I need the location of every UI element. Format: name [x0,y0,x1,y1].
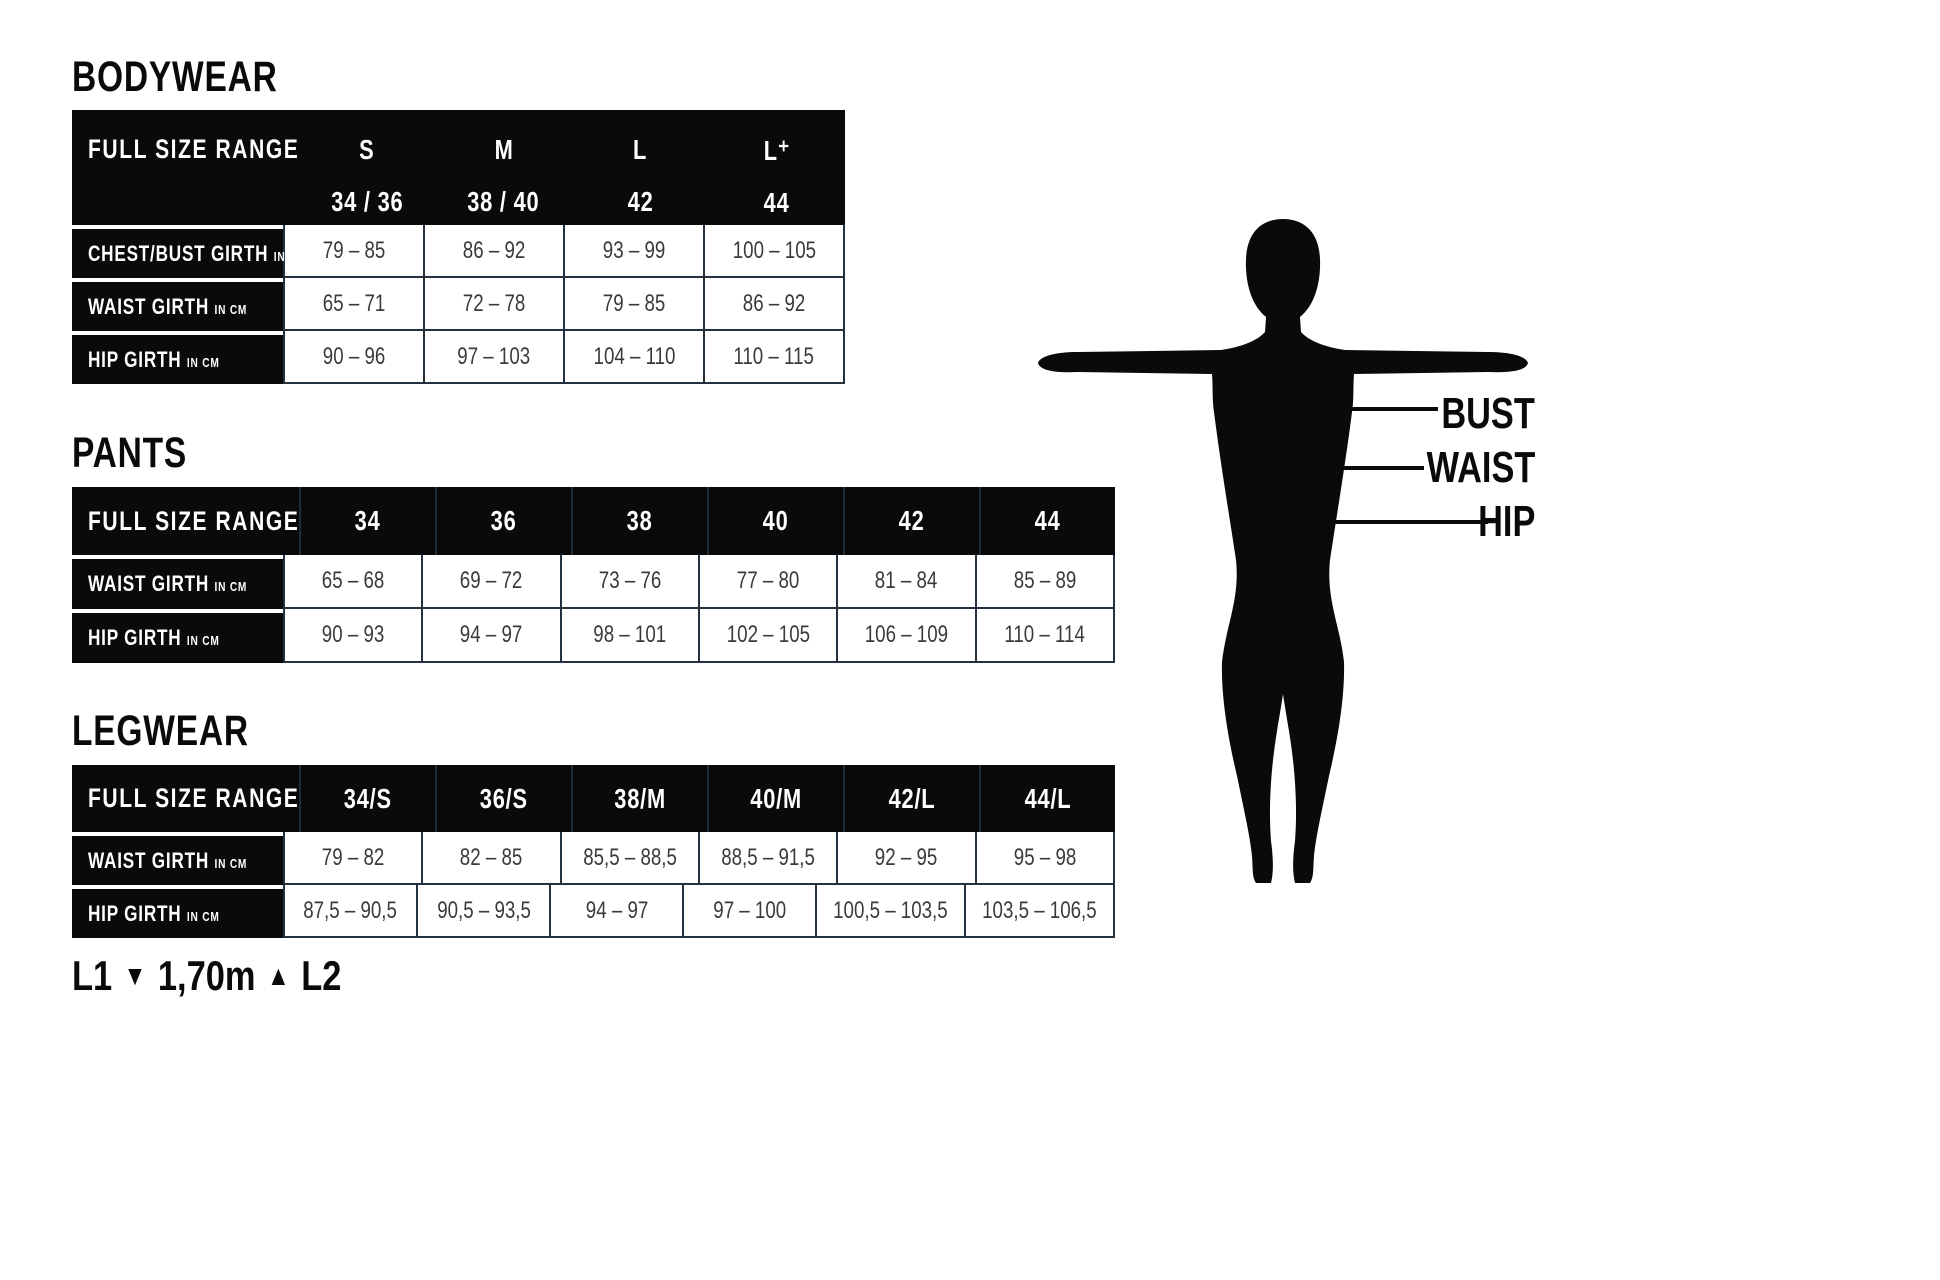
value-cell: 85 – 89 [975,555,1115,609]
legwear-title-text: LEGWEAR [72,707,249,755]
pants-title [72,429,220,477]
value-cell: 98 – 101 [560,609,698,663]
value-cell: 93 – 99 [563,225,703,278]
pants-table-header [72,487,1115,555]
value-cell: 86 – 92 [423,225,563,278]
pants-table [72,487,1115,663]
value-cell: 106 – 109 [836,609,974,663]
legwear-row-hip [72,885,1115,938]
legwear-header-label-cell [72,765,299,832]
pants-header-label-cell [72,487,299,555]
row-label-cell: WAIST GIRTH IN CM [72,555,283,609]
triangle-up-icon: ▲ [267,960,290,991]
value-cell: 77 – 80 [698,555,836,609]
full-size-range-label: FULL SIZE RANGE [88,505,300,536]
pants-row-waist [72,555,1115,609]
triangle-down-icon: ▼ [123,960,147,991]
value-cell: 65 – 68 [283,555,421,609]
value-cell: 86 – 92 [703,278,845,331]
hip-label: HIP [1477,497,1535,546]
bodywear-row-hip [72,331,845,384]
value-cell: 100 – 105 [703,225,845,278]
value-cell: 79 – 82 [283,832,421,885]
row-label-cell: HIP GIRTH IN CM [72,609,283,663]
pants-row-hip [72,609,1115,663]
value-cell: 85,5 – 88,5 [560,832,698,885]
value-cell: 69 – 72 [421,555,559,609]
waist-label: WAIST [1426,443,1535,492]
legwear-table [72,765,1115,938]
height-note [72,952,341,1000]
legwear-table-header [72,765,1115,832]
bust-label: BUST [1441,389,1535,438]
legwear-size-col: 34/S [299,765,435,832]
value-cell: 79 – 85 [283,225,423,278]
pants-title-text: PANTS [72,429,188,477]
value-cell: 97 – 103 [423,331,563,384]
legwear-size-col: 40/M [707,765,843,832]
value-cell: 102 – 105 [698,609,836,663]
full-size-range-label: FULL SIZE RANGE [88,134,300,164]
value-cell: 97 – 100 [682,885,815,938]
l1-label: L1 [72,952,113,999]
value-cell: 90,5 – 93,5 [416,885,549,938]
bodywear-title [72,53,336,101]
pants-size-col: 36 [435,487,571,555]
row-label-cell: CHEST/BUST GIRTH IN CM [72,225,283,278]
value-cell: 94 – 97 [549,885,682,938]
value-cell: 82 – 85 [421,832,559,885]
pants-size-col: 44 [979,487,1115,555]
pants-size-col: 34 [299,487,435,555]
legwear-size-col: 42/L [843,765,979,832]
full-size-range-label: FULL SIZE RANGE [88,783,300,813]
value-cell: 65 – 71 [283,278,423,331]
row-label-cell: WAIST GIRTH IN CM [72,832,283,885]
value-cell: 88,5 – 91,5 [698,832,836,885]
value-cell: 95 – 98 [975,832,1115,885]
value-cell: 110 – 114 [975,609,1115,663]
value-cell: 90 – 96 [283,331,423,384]
row-label-cell: HIP GIRTH IN CM [72,331,283,384]
bodywear-title-text: BODYWEAR [72,53,278,101]
row-label-cell: WAIST GIRTH IN CM [72,278,283,331]
value-cell: 94 – 97 [421,609,559,663]
body-silhouette [1020,210,1540,900]
l2-label: L2 [301,952,342,999]
legwear-size-col: 38/M [571,765,707,832]
value-cell: 90 – 93 [283,609,421,663]
value-cell: 92 – 95 [836,832,974,885]
bodywear-size-col-l: L 42 [627,134,654,217]
value-cell: 87,5 – 90,5 [283,885,416,938]
value-cell: 79 – 85 [563,278,703,331]
bodywear-row-waist [72,278,845,331]
height-value: 1,70m [157,952,256,999]
value-cell: 73 – 76 [560,555,698,609]
bodywear-size-col-m: M 38 / 40 [467,134,540,217]
legwear-title [72,707,299,755]
legwear-size-col: 36/S [435,765,571,832]
value-cell: 104 – 110 [563,331,703,384]
pants-size-col: 40 [707,487,843,555]
legwear-row-waist [72,832,1115,885]
value-cell: 110 – 115 [703,331,845,384]
pants-size-col: 38 [571,487,707,555]
bodywear-size-col-s: S 34 / 36 [331,134,404,217]
legwear-size-col: 44/L [979,765,1115,832]
bodywear-header-label-cell [72,110,299,225]
pants-size-col: 42 [843,487,979,555]
value-cell: 103,5 – 106,5 [964,885,1115,938]
row-label-cell: HIP GIRTH IN CM [72,885,283,938]
bodywear-table [72,110,845,384]
value-cell: 100,5 – 103,5 [815,885,964,938]
bodywear-row-chest [72,225,845,278]
value-cell: 72 – 78 [423,278,563,331]
bodywear-table-header [72,110,845,225]
value-cell: 81 – 84 [836,555,974,609]
bodywear-size-col-lplus: L⁺ 44 [763,135,790,218]
